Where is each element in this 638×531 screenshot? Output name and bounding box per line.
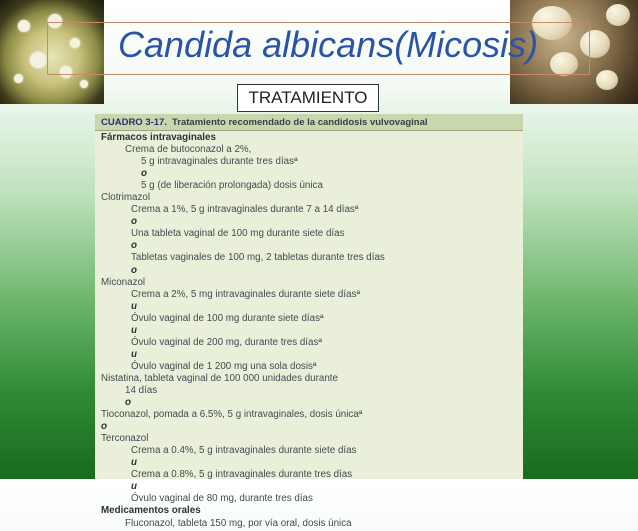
treatment-table (95, 114, 523, 529)
colony-dot (30, 52, 46, 68)
table-header (95, 114, 523, 131)
table-separator: u (131, 324, 137, 336)
table-row: Nistatina, tableta vaginal de 100 000 unidades durante (101, 372, 338, 384)
yeast-cell (606, 4, 630, 26)
table-row: Tioconazol, pomada a 6.5%, 5 g intravaginales, dosis únicaª (101, 409, 363, 421)
table-separator: o (131, 216, 137, 228)
colony-dot (18, 20, 30, 32)
table-row: Terconazol (101, 433, 149, 445)
table-row: Crema a 0.4%, 5 g intravaginales durante siete días (131, 445, 357, 457)
table-section-heading: Fármacos intravaginales (101, 132, 216, 143)
table-row: Óvulo vaginal de 100 mg durante siete díasª (131, 312, 324, 324)
table-separator: o (131, 264, 137, 276)
table-row: Crema de butoconazol a 2%, (125, 144, 252, 156)
table-row: Clotrimazol (101, 192, 150, 204)
table-caption: Tratamiento recomendado de la candidosis vulvovaginal (172, 117, 428, 128)
table-row: Tabletas vaginales de 100 mg, 2 tabletas durante tres días (131, 252, 385, 264)
table-separator: u (131, 348, 137, 360)
table-separator: o (131, 240, 137, 252)
table-row: Óvulo vaginal de 200 mg, durante tres díasª (131, 336, 322, 348)
table-code: CUADRO 3-17. (101, 117, 167, 128)
table-row: Óvulo vaginal de 1 200 mg una sola dosisª (131, 360, 317, 372)
table-separator: o (141, 168, 147, 180)
table-row: 5 g intravaginales durante tres díasª (141, 156, 298, 168)
table-separator: u (131, 457, 137, 469)
colony-dot (80, 80, 88, 88)
table-body (95, 131, 523, 531)
table-separator: u (131, 481, 137, 493)
colony-dot (14, 74, 23, 83)
table-row: Óvulo vaginal de 80 mg, durante tres días (131, 493, 313, 505)
table-separator: o (101, 421, 107, 433)
subtitle-box: TRATAMIENTO (237, 84, 379, 112)
table-section-heading: Medicamentos orales (101, 505, 201, 517)
table-row: 14 días (125, 384, 158, 396)
table-row: Crema a 1%, 5 g intravaginales durante 7 a 14 díasª (131, 204, 359, 216)
table-row: Crema a 0.8%, 5 g intravaginales durante tres días (131, 469, 353, 481)
yeast-cell (596, 70, 618, 90)
table-row: 5 g (de liberación prolongada) dosis única (141, 180, 323, 192)
table-row: Una tableta vaginal de 100 mg durante siete días (131, 228, 345, 240)
table-separator: u (131, 300, 137, 312)
table-separator: o (125, 397, 131, 409)
table-row: Crema a 2%, 5 mg intravaginales durante siete díasª (131, 288, 361, 300)
table-row: Fluconazol, tableta 150 mg, por vía oral, dosis única (125, 517, 352, 529)
table-row: Miconazol (101, 276, 146, 288)
slide-title: Candida albicans(Micosis) (118, 24, 539, 65)
